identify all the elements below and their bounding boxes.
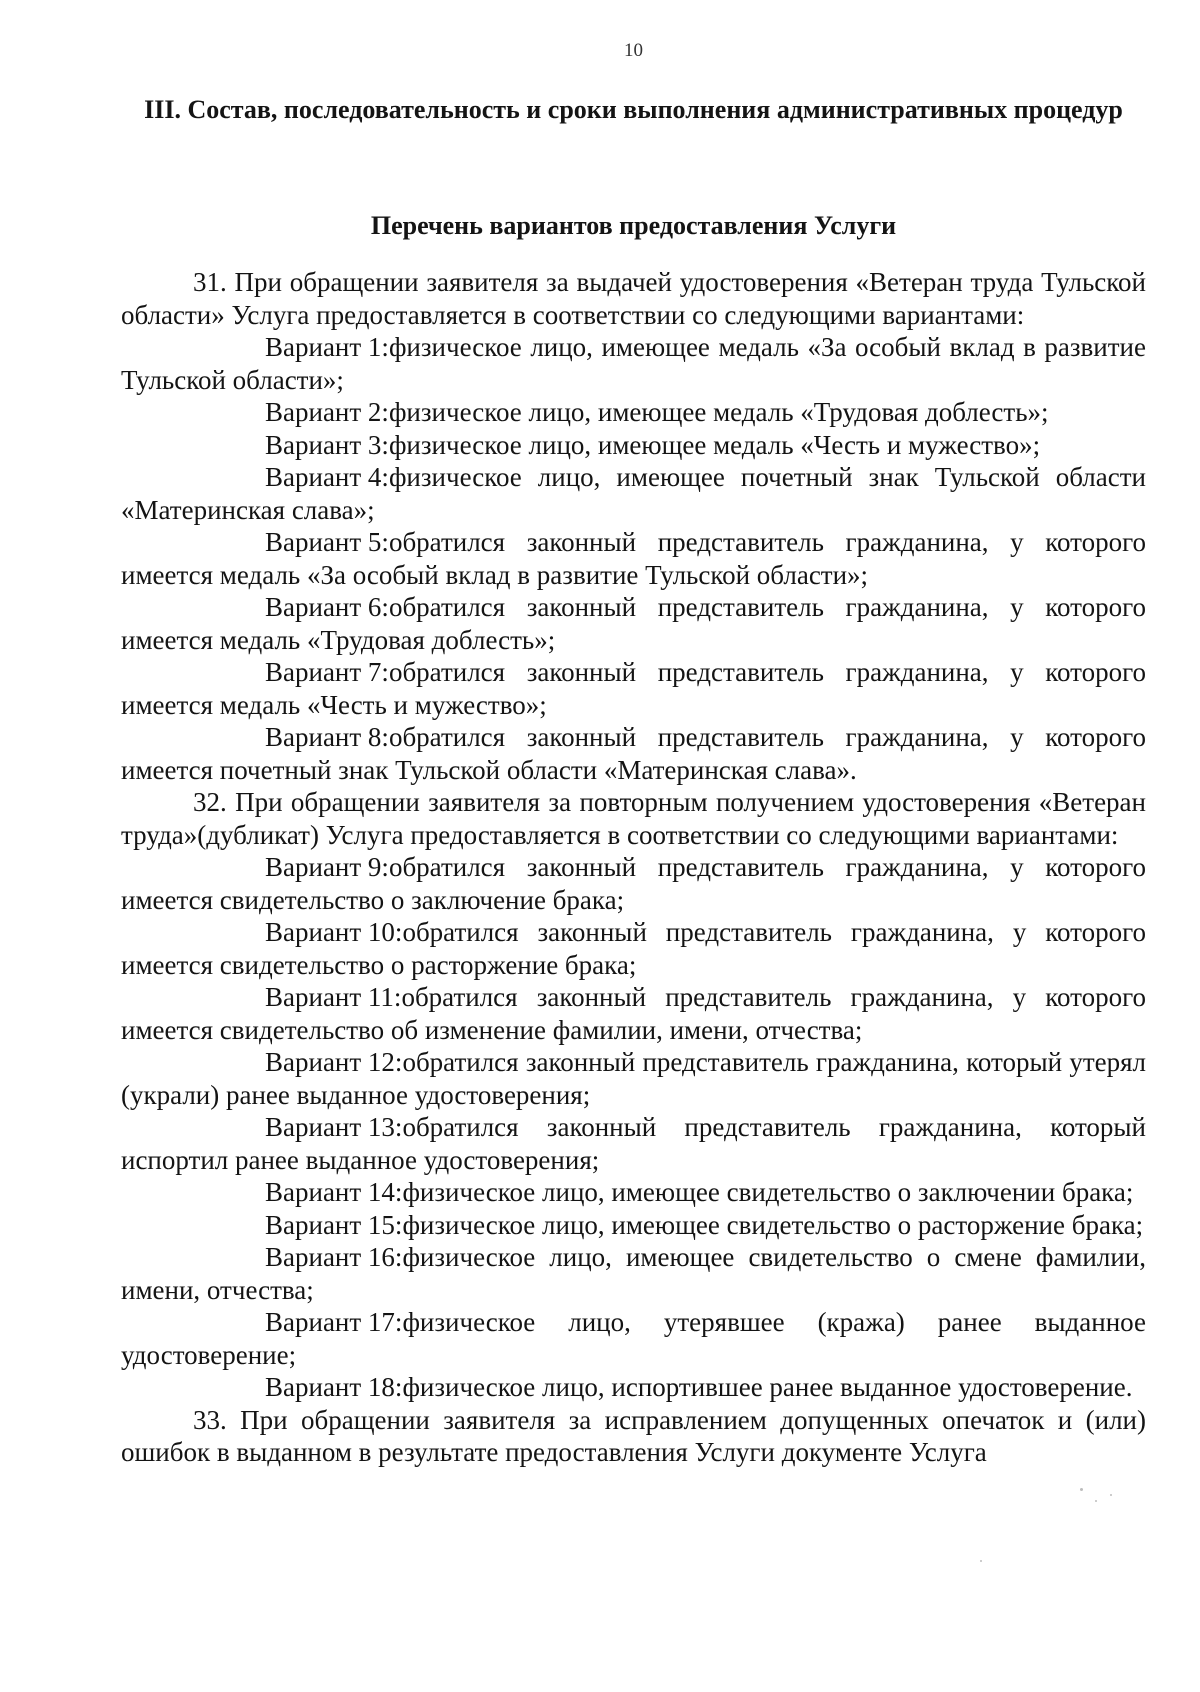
variant-item: Вариант 18:физическое лицо, испортившее ранее выданное удостоверение. <box>265 1372 1133 1402</box>
paragraph-31: 31. При обращении заявителя за выдачей удостоверения «Ветеран труда Тульской области» Услуга предоставляется в соответствии со следующими вариантами: <box>121 267 1146 330</box>
scan-speck <box>980 1560 982 1562</box>
variant-item: Вариант 7:обратился законный представитель гражданина, у которого имеется медаль «Честь и мужество»; <box>121 657 1146 720</box>
variant-item: Вариант 12:обратился законный представитель гражданина, который утерял (украли) ранее выданное удостоверения; <box>121 1047 1146 1110</box>
paragraph-32: 32. При обращении заявителя за повторным получением удостоверения «Ветеран труда»(дубликат) Услуга предоставляется в соответствии со следующими вариантами: <box>121 787 1146 850</box>
scan-speck <box>1095 1500 1097 1502</box>
variant-item: Вариант 16:физическое лицо, имеющее свидетельство о смене фамилии, имени, отчества; <box>121 1242 1146 1305</box>
document-body <box>121 266 1146 1469</box>
variant-item: Вариант 8:обратился законный представитель гражданина, у которого имеется почетный знак Тульской области «Материнская слава». <box>121 722 1146 785</box>
variant-item: Вариант 6:обратился законный представитель гражданина, у которого имеется медаль «Трудовая доблесть»; <box>121 592 1146 655</box>
variant-item: Вариант 5:обратился законный представитель гражданина, у которого имеется медаль «За особый вклад в развитие Тульской области»; <box>121 527 1146 590</box>
variant-item: Вариант 3:физическое лицо, имеющее медаль «Честь и мужество»; <box>265 429 1041 460</box>
scan-speck <box>1110 1494 1112 1496</box>
variant-item: Вариант 9:обратился законный представитель гражданина, у которого имеется свидетельство о заключение брака; <box>121 852 1146 915</box>
section-title: III. Состав, последовательность и сроки выполнения административных процедур <box>144 95 1123 124</box>
variant-item: Вариант 15:физическое лицо, имеющее свидетельство о расторжение брака; <box>265 1209 1144 1240</box>
variant-item: Вариант 17:физическое лицо, утерявшее (кража) ранее выданное удостоверение; <box>121 1307 1146 1370</box>
variant-item: Вариант 14:физическое лицо, имеющее свидетельство о заключении брака; <box>265 1177 1134 1207</box>
paragraph-33: 33. При обращении заявителя за исправлением допущенных опечаток и (или) ошибок в выданном в результате предоставления Услуги документе Услуга <box>121 1404 1146 1467</box>
subsection-title: Перечень вариантов предоставления Услуги <box>370 211 897 240</box>
scan-speck <box>1080 1488 1083 1491</box>
variant-item: Вариант 1:физическое лицо, имеющее медаль «За особый вклад в развитие Тульской области»; <box>121 332 1146 395</box>
page-number: 10 <box>624 40 643 61</box>
variant-item: Вариант 13:обратился законный представитель гражданина, который испортил ранее выданное удостоверения; <box>121 1112 1146 1175</box>
variant-item: Вариант 2:физическое лицо, имеющее медаль «Трудовая доблесть»; <box>265 397 1049 427</box>
variant-item: Вариант 4:физическое лицо, имеющее почетный знак Тульской области «Материнская слава»; <box>121 462 1146 525</box>
variant-item: Вариант 10:обратился законный представитель гражданина, у которого имеется свидетельство о расторжение брака; <box>121 917 1146 980</box>
variant-item: Вариант 11:обратился законный представитель гражданина, у которого имеется свидетельство об изменение фамилии, имени, отчества; <box>121 982 1146 1045</box>
